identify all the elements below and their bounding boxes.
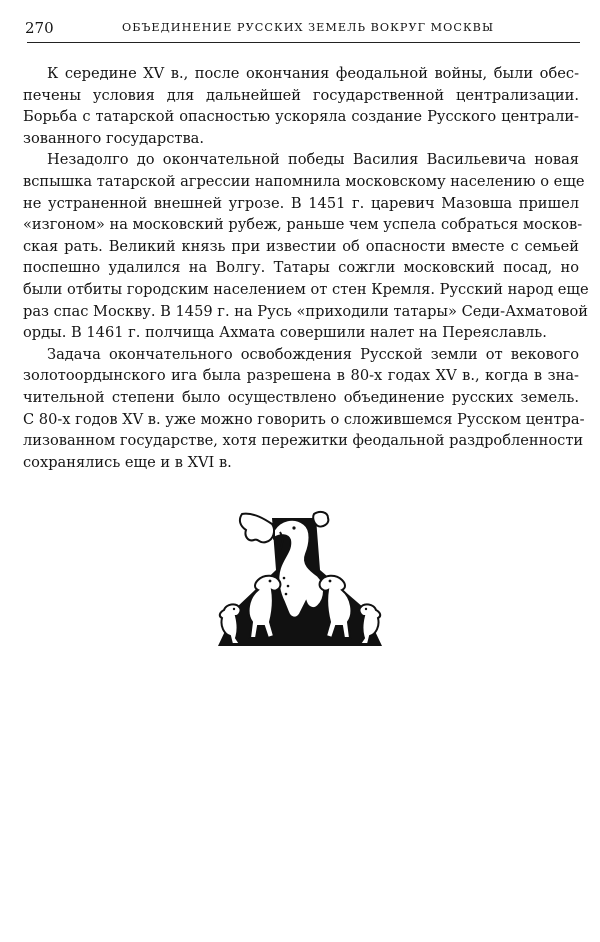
text-line: зованного государства. [23,129,204,147]
header-rule [27,42,580,43]
text-line: были отбиты городским населением от стен Кремля. Русский народ еще [23,280,589,298]
running-head-title: ОБЪЕДИНЕНИЕ РУССКИХ ЗЕМЕЛЬ ВОКРУГ МОСКВЫ [122,21,495,34]
text-line: поспешно удалился на Волгу. Татары сожгли московский посад, но [23,259,579,277]
text-line: чительной степени было осуществлено объединение русских земель. [23,388,579,406]
text-line: Незадолго до окончательной победы Василия Васильевича новая [47,151,579,169]
body-text [23,63,589,473]
text-line: ская рать. Великий князь при известии об опасности вместе с семьей [23,237,579,255]
text-line: С 80-х годов XV в. уже можно говорить о сложившемся Русском центра- [23,410,585,428]
text-line: сохранялись еще и в XVI в. [23,453,232,471]
text-line: раз спас Москву. В 1459 г. на Русь «приходили татары» Седи-Ахматовой [23,302,588,320]
text-line: печены условия для дальнейшей государственной централизации. [23,86,579,104]
ornamental-vignette-icon [214,510,386,650]
text-line: орды. В 1461 г. полчища Ахмата совершили налет на Переяславль. [23,324,547,342]
text-line: «изгоном» на московский рубеж, раньше чем успела собраться москов- [23,216,583,234]
paragraph-2 [23,149,589,343]
text-line: лизованном государстве, хотя пережитки феодальной раздробленности [23,432,584,450]
running-head [25,19,580,39]
page-number: 270 [25,19,54,37]
paragraph-1 [23,63,579,149]
text-line: Борьба с татарской опасностью ускоряла создание Русского централи- [23,108,579,126]
paragraph-3 [23,344,585,474]
text-line: вспышка татарской агрессии напомнила московскому населению о еще [23,172,585,190]
text-line: золотоордынского ига была разрешена в 80-х годах XV в., когда в зна- [23,367,579,385]
text-line: не устраненной внешней угрозе. В 1451 г. царевич Мазовша пришел [23,194,579,212]
text-line: К середине XV в., после окончания феодальной войны, были обес- [47,65,579,82]
text-line: Задача окончательного освобождения Русской земли от векового [47,345,579,363]
